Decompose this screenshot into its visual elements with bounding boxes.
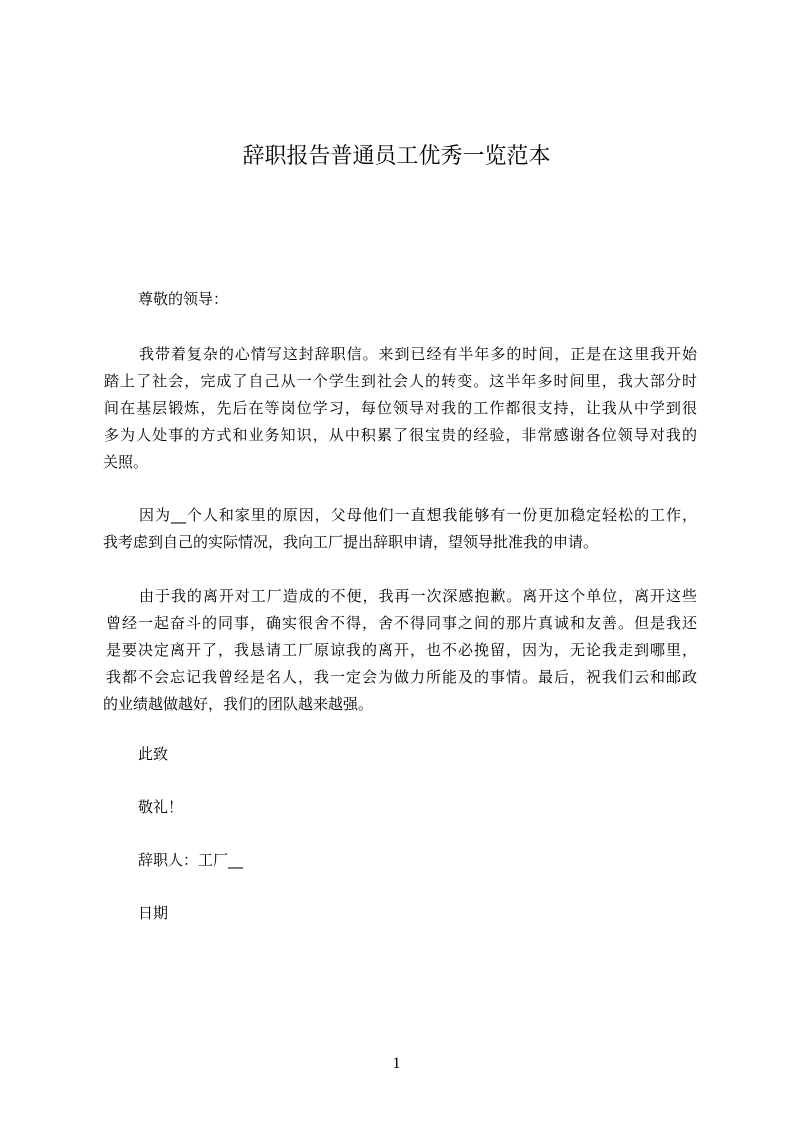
closing: 此致 [138, 745, 169, 763]
signer: 辞职人：工厂__ [138, 851, 244, 869]
paragraph-1-line-4: 多为人处事的方式和业务知识，从中积累了很宝贵的经验，非常感谢各位领导对我的 [104, 426, 697, 444]
paragraph-1-line-3: 间在基层锻炼，先后在等岗位学习，每位领导对我的工作都很支持，让我从中学到很 [104, 399, 697, 417]
paragraph-3-line-2: 曾经一起奋斗的同事，确实很舍不得，舍不得同事之间的那片真诚和友善。但是我还 [106, 614, 697, 632]
salutation: 尊敬的领导： [138, 290, 229, 308]
paragraph-2-line-2: 我考虑到自己的实际情况，我向工厂提出辞职申请，望领导批准我的申请。 [103, 533, 599, 551]
regards: 敬礼！ [138, 798, 184, 816]
date-label: 日期 [138, 904, 169, 922]
paragraph-1-line-2: 踏上了社会，完成了自己从一个学生到社会人的转变。这半年多时间里，我大部分时 [104, 372, 697, 390]
paragraph-2-line-1: 因为__个人和家里的原因，父母他们一直想我能够有一份更加稳定轻松的工作， [139, 506, 697, 524]
page-number: 1 [392, 1055, 401, 1072]
paragraph-3-line-4: 我都不会忘记我曾经是名人，我一定会为做力所能及的事情。最后，祝我们云和邮政 [106, 668, 697, 686]
paragraph-3-line-3: 是要决定离开了，我恳请工厂原谅我的离开，也不必挽留，因为，无论我走到哪里， [106, 641, 697, 659]
paragraph-1-line-5: 关照。 [103, 453, 149, 471]
document-title: 辞职报告普通员工优秀一览范本 [242, 144, 551, 169]
paragraph-3-line-1: 由于我的离开对工厂造成的不便，我再一次深感抱歉。离开这个单位，离开这些 [139, 587, 697, 605]
paragraph-3-line-5: 的业绩越做越好，我们的团队越来越强。 [103, 695, 374, 713]
paragraph-1-line-1: 我带着复杂的心情写这封辞职信。来到已经有半年多的时间，正是在这里我开始 [139, 345, 697, 363]
